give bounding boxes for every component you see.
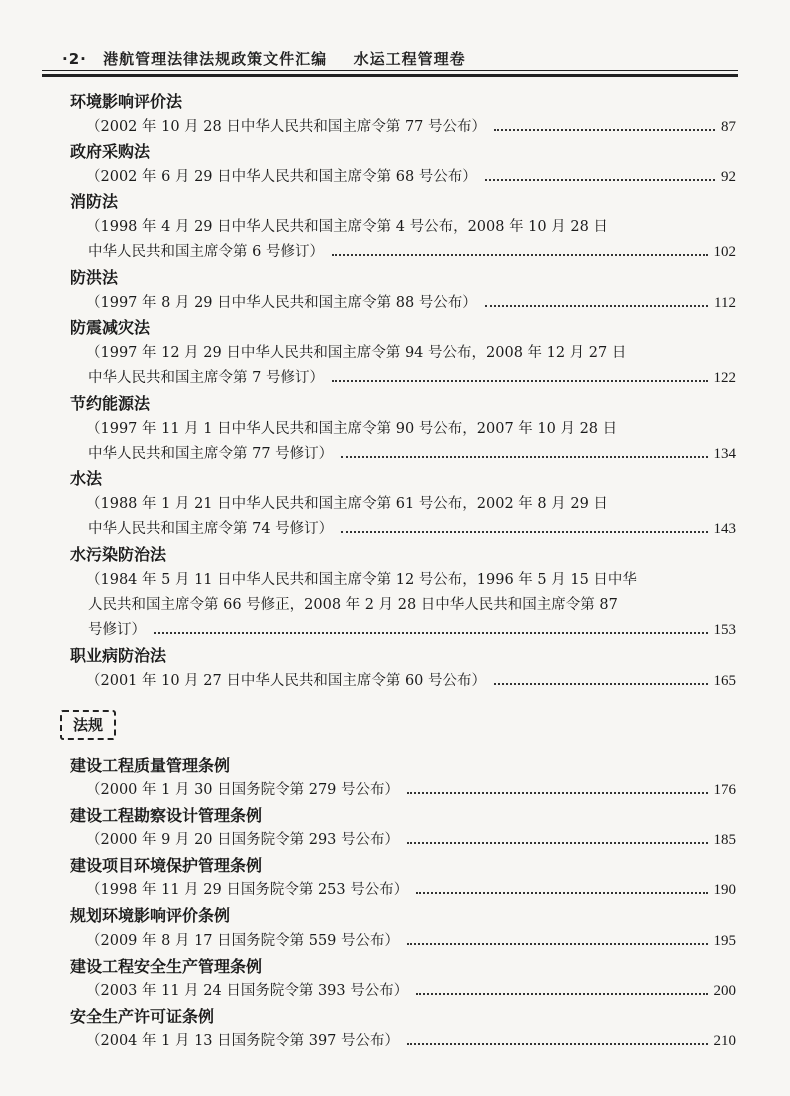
toc-entry-title[interactable]: 职业病防治法	[70, 646, 167, 665]
toc-entry-source	[88, 444, 736, 464]
leader-dots	[407, 791, 707, 794]
toc-entry-note: 中华人民共和国主席令第 6 号修订）	[88, 244, 324, 260]
toc-page-number: 134	[713, 446, 736, 462]
toc-entry-title[interactable]: 建设工程质量管理条例	[70, 756, 231, 775]
toc-entry-source	[86, 117, 736, 137]
toc-entry-title[interactable]: 建设工程安全生产管理条例	[70, 957, 263, 976]
toc-page-number: 87	[721, 119, 736, 135]
toc-entry-source	[86, 880, 736, 900]
toc-entry-title[interactable]: 防震减灾法	[70, 318, 151, 337]
toc-entry-title[interactable]: 环境影响评价法	[70, 92, 183, 111]
toc-entry-note: （1997 年 8 月 29 日中华人民共和国主席令第 88 号公布）	[86, 295, 477, 311]
toc-entry-note: （1998 年 11 月 29 日国务院令第 253 号公布）	[86, 882, 409, 898]
toc-entry-title[interactable]: 规划环境影响评价条例	[70, 906, 231, 925]
toc-page-number: 200	[713, 983, 736, 999]
leader-dots	[407, 942, 707, 945]
leader-dots	[341, 455, 707, 458]
volume-title: 水运工程管理卷	[353, 50, 466, 68]
leader-dots	[341, 530, 707, 533]
toc-entry-source	[88, 519, 736, 539]
toc-entry-title[interactable]: 消防法	[70, 192, 119, 211]
toc-entry-note: 号修订）	[88, 622, 146, 638]
toc-entry-source	[86, 167, 736, 187]
toc-page-number: 112	[714, 295, 736, 311]
leader-dots	[154, 631, 708, 634]
toc-page-number: 102	[713, 244, 736, 260]
toc-entry-note: 中华人民共和国主席令第 77 号修订）	[88, 446, 334, 462]
toc-entry-note: （2009 年 8 月 17 日国务院令第 559 号公布）	[86, 933, 400, 949]
leader-dots	[332, 379, 708, 382]
header-rule-thin	[42, 70, 738, 71]
toc-entry-title[interactable]: 水法	[70, 469, 103, 488]
toc-entry-title[interactable]: 安全生产许可证条例	[70, 1007, 215, 1026]
toc-entry-source	[86, 293, 736, 313]
toc-entry-note: （2001 年 10 月 27 日中华人民共和国主席令第 60 号公布）	[86, 673, 487, 689]
toc-entry-note: 中华人民共和国主席令第 74 号修订）	[88, 521, 334, 537]
toc-entry-note: （1988 年 1 月 21 日中华人民共和国主席令第 61 号公布，2002 年 8 月 29 日	[86, 496, 608, 512]
section-heading-regulations: 法规	[60, 710, 116, 740]
toc-page-number: 195	[713, 933, 736, 949]
leader-dots	[494, 128, 715, 131]
toc-entry-note: 人民共和国主席令第 66 号修正，2008 年 2 月 28 日中华人民共和国主席令第 87	[88, 597, 618, 613]
toc-page-number: 190	[713, 882, 736, 898]
toc-entry-source	[88, 368, 736, 388]
toc-entry-source	[86, 671, 736, 691]
toc-entry-source	[86, 1031, 736, 1051]
toc-entry-note: （2002 年 10 月 28 日中华人民共和国主席令第 77 号公布）	[86, 119, 487, 135]
leader-dots	[485, 178, 715, 181]
page-number: ·2·	[62, 50, 87, 68]
toc-entry-note: （2000 年 9 月 20 日国务院令第 293 号公布）	[86, 832, 400, 848]
toc-page-number: 143	[713, 521, 736, 537]
running-header	[62, 48, 466, 70]
toc-entry-title[interactable]: 水污染防治法	[70, 545, 167, 564]
toc-entry-note: （2004 年 1 月 13 日国务院令第 397 号公布）	[86, 1033, 400, 1049]
leader-dots	[407, 841, 707, 844]
leader-dots	[332, 253, 708, 256]
toc-page-number: 176	[713, 782, 736, 798]
leader-dots	[485, 304, 708, 307]
toc-page-number: 210	[713, 1033, 736, 1049]
toc-entry-source	[88, 620, 736, 640]
toc-entry-title[interactable]: 建设工程勘察设计管理条例	[70, 806, 263, 825]
toc-entry-note: （1984 年 5 月 11 日中华人民共和国主席令第 12 号公布，1996 年 5 月 15 日中华	[86, 572, 637, 588]
header-rule-thick	[42, 74, 738, 77]
toc-entry-note: （2003 年 11 月 24 日国务院令第 393 号公布）	[86, 983, 409, 999]
toc-entry-note: （2000 年 1 月 30 日国务院令第 279 号公布）	[86, 782, 400, 798]
toc-entry-title[interactable]: 建设项目环境保护管理条例	[70, 856, 263, 875]
toc-entry-note: （1998 年 4 月 29 日中华人民共和国主席令第 4 号公布，2008 年 10 月 28 日	[86, 219, 608, 235]
toc-entry-note: 中华人民共和国主席令第 7 号修订）	[88, 370, 324, 386]
leader-dots	[416, 891, 707, 894]
toc-page-number: 153	[713, 622, 736, 638]
toc-entry-source	[86, 981, 736, 1001]
toc-entry-source	[86, 830, 736, 850]
toc-entry-note: （1997 年 11 月 1 日中华人民共和国主席令第 90 号公布，2007 年 10 月 28 日	[86, 421, 618, 437]
toc-page-number: 165	[713, 673, 736, 689]
toc-entry-source	[88, 242, 736, 262]
toc-entry-note: （2002 年 6 月 29 日中华人民共和国主席令第 68 号公布）	[86, 169, 477, 185]
toc-entry-source	[86, 780, 736, 800]
toc-entry-note: （1997 年 12 月 29 日中华人民共和国主席令第 94 号公布，2008 年 12 月 27 日	[86, 345, 627, 361]
toc-page-number: 122	[713, 370, 736, 386]
toc-entry-title[interactable]: 节约能源法	[70, 394, 151, 413]
toc-entry-title[interactable]: 防洪法	[70, 268, 119, 287]
leader-dots	[416, 992, 707, 995]
leader-dots	[407, 1042, 707, 1045]
toc-page-number: 92	[721, 169, 736, 185]
leader-dots	[494, 682, 707, 685]
book-title: 港航管理法律法规政策文件汇编	[103, 50, 328, 68]
toc-entry-title[interactable]: 政府采购法	[70, 142, 151, 161]
toc-entry-source	[86, 931, 736, 951]
toc-page-number: 185	[713, 832, 736, 848]
